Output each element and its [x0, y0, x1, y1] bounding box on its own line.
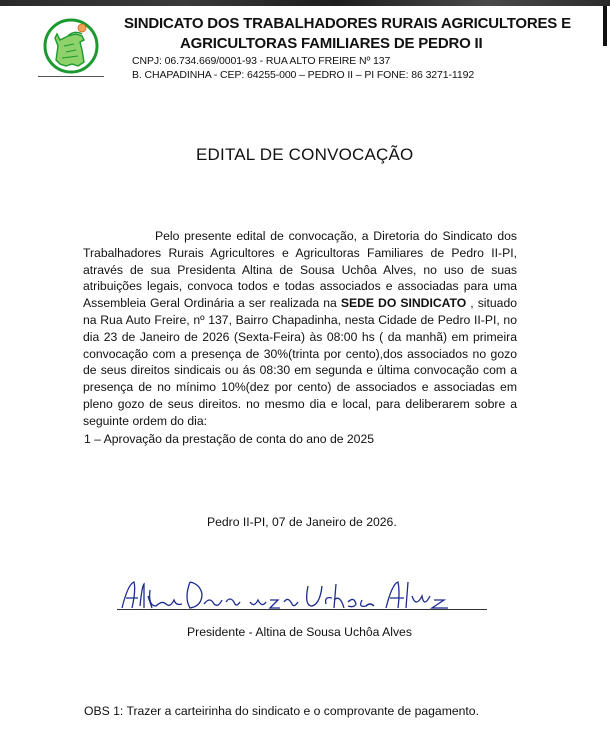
document-title: EDITAL DE CONVOCAÇÃO [196, 145, 414, 164]
contact-line2: B. CHAPADINHA - CEP: 64255-000 – PEDRO II – PI FONE: 86 3271-1192 [132, 69, 475, 81]
logo-caption [38, 76, 104, 83]
body-text-part1: Pelo presente edital de convocação, a Diretoria do Sindicato dos Trabalhadores Rurais Agricultores e Agricultoras Familiares de Pedro II-PI, através de sua Presidenta Altina de Sousa Uchôa Alves, no uso de suas atribuições legais, convoca todos e todas associados e associadas para uma Assembleia Geral Ordinária a ser realizada na [83, 229, 517, 311]
photo-right-edge [603, 6, 607, 46]
farmer-emblem-icon [38, 16, 104, 76]
org-name-line2: AGRICULTORAS FAMILIARES DE PEDRO II [180, 35, 483, 52]
signature-line [117, 609, 487, 610]
sindicato-logo [38, 16, 104, 88]
org-name-line1: SINDICATO DOS TRABALHADORES RURAIS AGRICULTORES E [124, 15, 571, 32]
place-date: Pedro II-PI, 07 de Janeiro de 2026. [207, 515, 397, 529]
body-text-part2: , situado na Rua Auto Freire, nº 137, Bairro Chapadinha, nesta Cidade de Pedro II-PI, no dia 23 de Janeiro de 2026 (Sexta-Feira) às 08:00 hs ( da manhã) em primeira convocação com a presença de 30%(trinta por cento),dos associados no gozo de seus direitos sindicais ou ás 08:30 em segunda e última convocação com a presença de no mínimo 10%(dez por cento) de associados e associadas em pleno gozo de seus direitos. no mesmo dia e local, para deliberarem sobre a seguinte ordem do dia: [83, 296, 518, 428]
agenda-item: 1 – Aprovação da prestação de conta do ano de 2025 [84, 432, 375, 446]
signer-name: Presidente - Altina de Sousa Uchôa Alves [187, 625, 412, 639]
observation-note: OBS 1: Trazer a carteirinha do sindicato e o comprovante de pagamento. [84, 704, 479, 718]
convocation-body [83, 228, 517, 430]
contact-line1: CNPJ: 06.734.669/0001-93 - RUA ALTO FREIRE Nº 137 [132, 55, 391, 67]
photo-top-edge [0, 0, 610, 6]
body-bold-location: SEDE DO SINDICATO [340, 296, 467, 311]
